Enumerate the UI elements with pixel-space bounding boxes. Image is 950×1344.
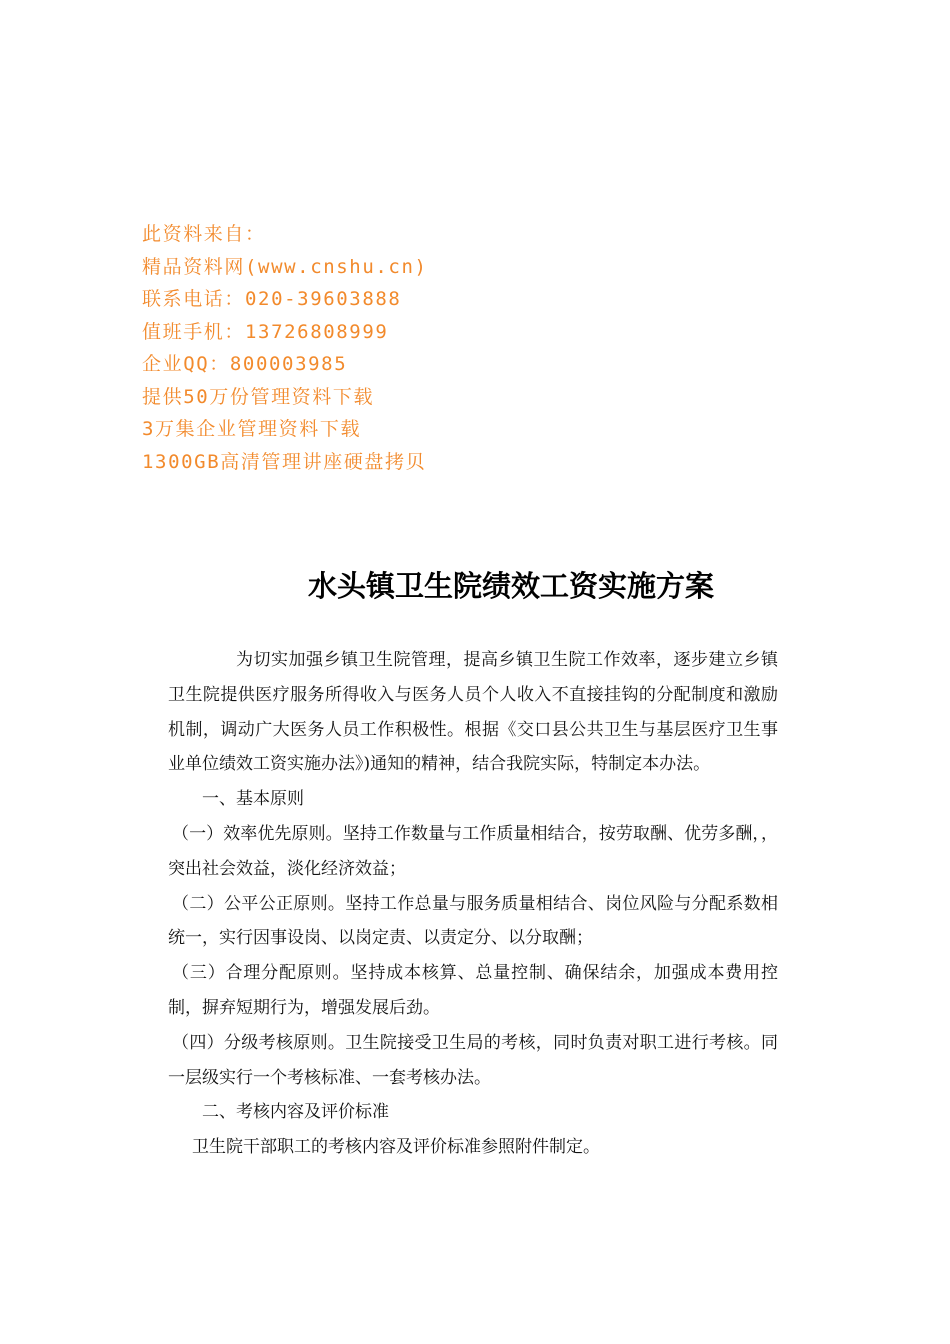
- source-label: 此资料来自：: [142, 223, 266, 245]
- section-heading-principles: 一、基本原则: [202, 789, 304, 810]
- principle-distribution: （三）合理分配原则。坚持成本核算、总量控制、确保结余，加强成本费用控制，摒弃短期行为，增强发展后劲。: [168, 963, 778, 1018]
- offer-line-documents: 提供50万份管理资料下载: [142, 385, 375, 408]
- intro-paragraph: 为切实加强乡镇卫生院管理，提高乡镇卫生院工作效率，逐步建立乡镇卫生院提供医疗服务所得收入与医务人员个人收入不直接挂钩的分配制度和激励机制，调动广大医务人员工作积极性。根据《交口县公共卫生与基层医疗卫生事业单位绩效工资实施办法》)通知的精神，结合我院实际，特制定本办法。: [168, 650, 778, 775]
- principle-efficiency: （一）效率优先原则。坚持工作数量与工作质量相结合，按劳取酬、优劳多酬，，突出社会效益，淡化经济效益；: [168, 823, 778, 879]
- principle-fairness: （二）公平公正原则。坚持工作总量与服务质量相结合、岗位风险与分配系数相统一，实行因事设岗、以岗定责、以责定分、以分取酬；: [168, 893, 778, 949]
- offer-line-lectures: 1300GB高清管理讲座硬盘拷贝: [142, 450, 427, 473]
- offer-line-videos: 3万集企业管理资料下载: [142, 418, 362, 440]
- document-body: [168, 643, 778, 1165]
- source-info-block: [142, 218, 742, 478]
- qq-line: 企业QQ：800003985: [142, 353, 348, 375]
- section-heading-criteria: 二、考核内容及评价标准: [202, 1102, 389, 1123]
- criteria-paragraph: 卫生院干部职工的考核内容及评价标准参照附件制定。: [192, 1137, 600, 1158]
- mobile-line: 值班手机：13726808999: [142, 320, 389, 343]
- principle-assessment: （四）分级考核原则。卫生院接受卫生局的考核，同时负责对职工进行考核。同一层级实行一个考核标准、一套考核办法。: [168, 1032, 778, 1088]
- document-title: 水头镇卫生院绩效工资实施方案: [308, 569, 715, 603]
- website-line: 精品资料网(www.cnshu.cn): [142, 255, 428, 278]
- phone-line: 联系电话：020-39603888: [142, 288, 402, 310]
